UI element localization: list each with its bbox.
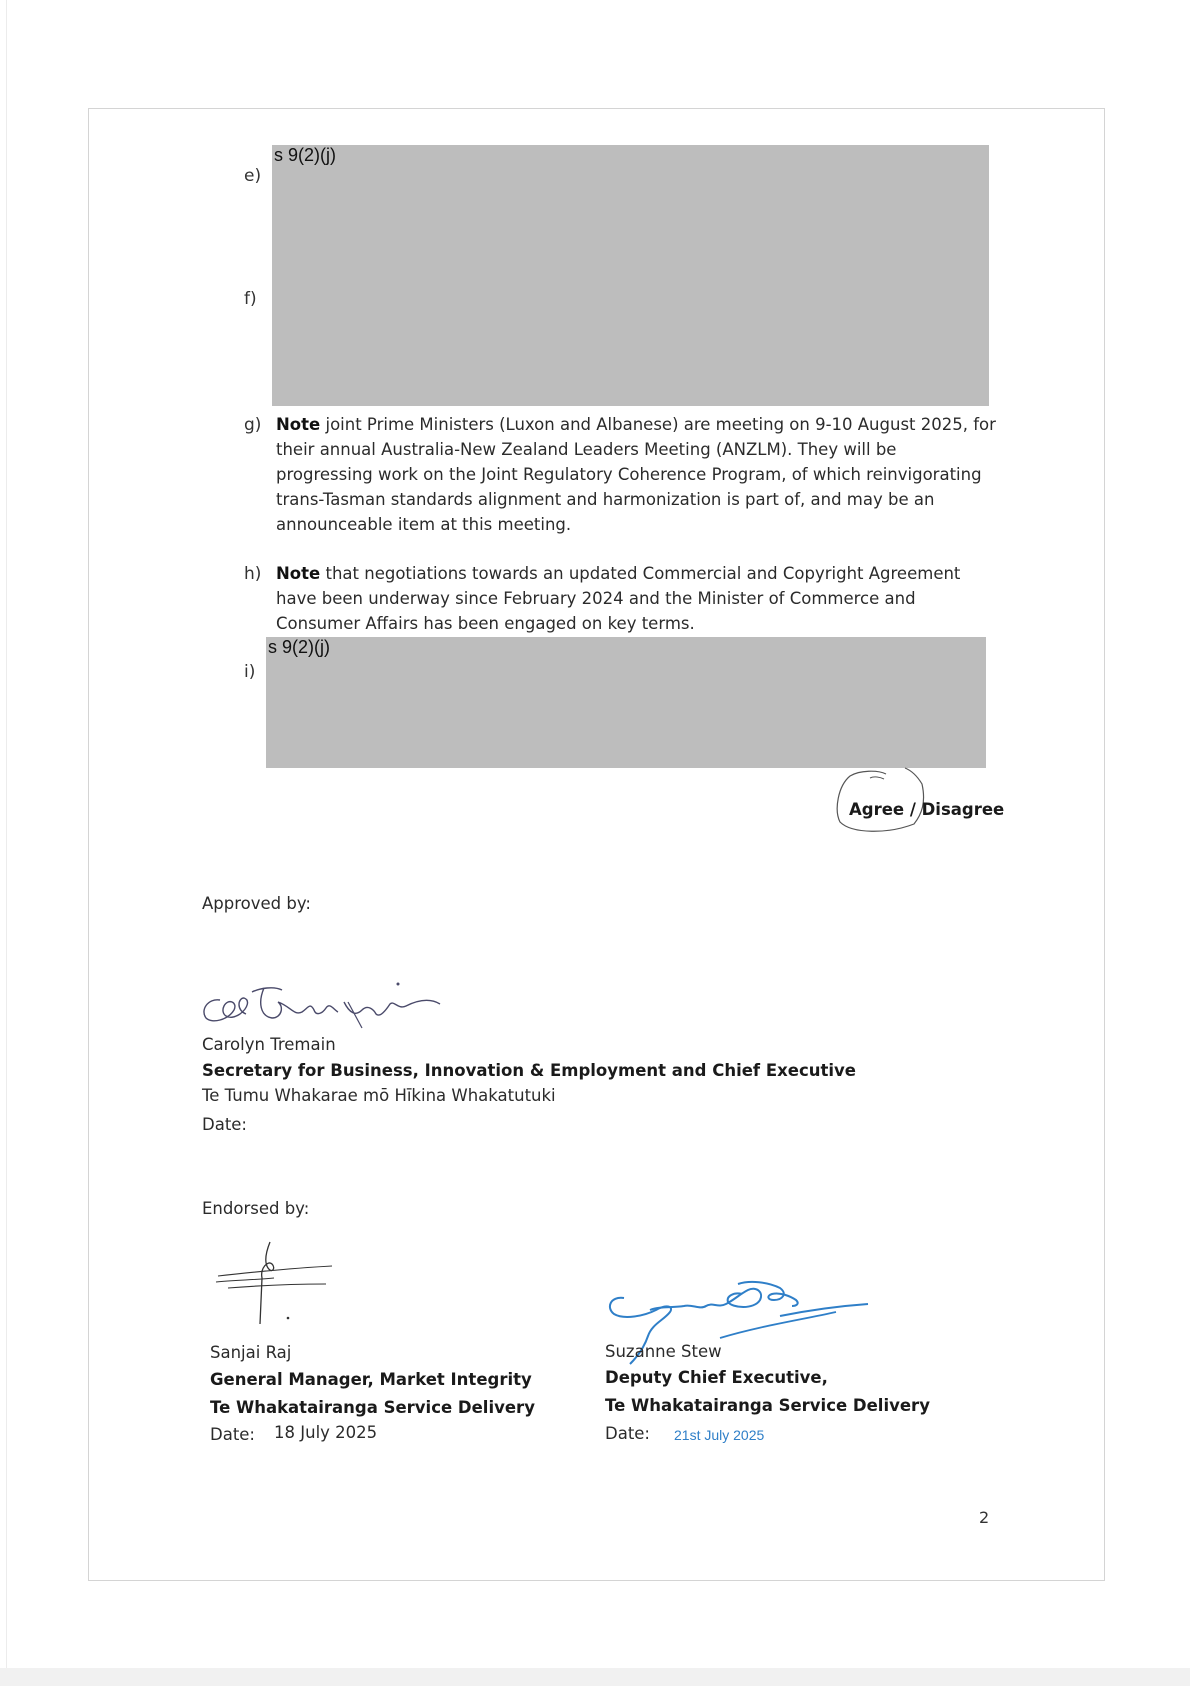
item-h-letter: h): [244, 564, 262, 584]
item-e-letter: e): [244, 166, 262, 186]
endorser-right-date-label: Date:: [605, 1424, 650, 1443]
scan-edge: [6, 0, 7, 1686]
item-g-text: [276, 412, 996, 537]
endorser-left-name: Sanjai Raj: [210, 1343, 292, 1362]
redaction-code-1: s 9(2)(j): [274, 145, 336, 165]
item-h-body: that negotiations towards an updated Commercial and Copyright Agreement have been underway since February 2024 and the Minister of Commerce and Consumer Affairs has been engaged on key terms.: [276, 564, 961, 633]
endorser-right-date: 21st July 2025: [674, 1427, 765, 1443]
item-i-letter: i): [244, 662, 256, 682]
approver-date-label: Date:: [202, 1115, 247, 1134]
endorser-right-unit: Te Whakatairanga Service Delivery: [605, 1396, 930, 1415]
endorser-right-name: Suzanne Stew: [605, 1342, 722, 1361]
redaction-block-2: [266, 637, 986, 768]
decision-agree-disagree: Agree / Disagree: [849, 800, 1005, 819]
item-g-body: joint Prime Ministers (Luxon and Albanese) are meeting on 9-10 August 2025, for their annual Australia-New Zealand Leaders Meeting (ANZLM). They will be progressing work on the Joint Regulatory Coherence Program, of which reinvigorating trans-Tasman standards alignment and harmonization is part of, and may be an announceable item at this meeting.: [276, 415, 996, 534]
endorser-right-title: Deputy Chief Executive,: [605, 1368, 828, 1387]
page-number: 2: [979, 1508, 990, 1527]
item-g-letter: g): [244, 415, 262, 435]
item-f-letter: f): [244, 289, 257, 309]
scan-bottom-edge: [0, 1668, 1190, 1686]
approver-title: Secretary for Business, Innovation & Employment and Chief Executive: [202, 1061, 856, 1080]
endorser-left-date-label: Date:: [210, 1425, 255, 1444]
approver-name: Carolyn Tremain: [202, 1035, 336, 1054]
endorser-left-date: 18 July 2025: [274, 1423, 378, 1442]
approved-by-heading: Approved by:: [202, 894, 311, 913]
item-h-text: [276, 561, 996, 636]
signature-raj: [214, 1238, 334, 1328]
endorser-left-title: General Manager, Market Integrity: [210, 1370, 532, 1389]
signature-tremain: [198, 980, 478, 1040]
item-h-lead: Note: [276, 564, 321, 583]
redaction-code-2: s 9(2)(j): [268, 637, 330, 657]
approver-maori-title: Te Tumu Whakarae mō Hīkina Whakatutuki: [202, 1086, 556, 1105]
endorser-left-unit: Te Whakatairanga Service Delivery: [210, 1398, 535, 1417]
item-g-lead: Note: [276, 415, 321, 434]
redaction-block-1: [272, 145, 989, 406]
endorsed-by-heading: Endorsed by:: [202, 1199, 310, 1218]
